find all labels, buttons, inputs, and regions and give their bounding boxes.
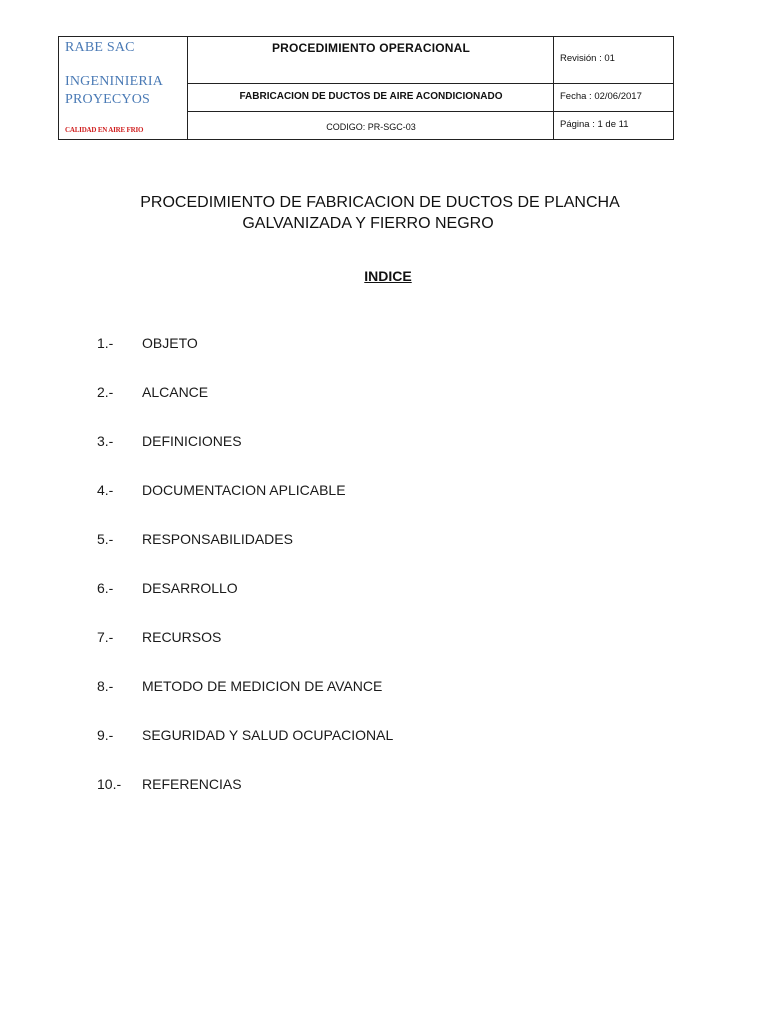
toc-label: METODO DE MEDICION DE AVANCE <box>142 678 383 694</box>
document-code: CODIGO: PR-SGC-03 <box>326 122 416 132</box>
toc-number: 5.- <box>97 531 114 547</box>
toc-label: RESPONSABILIDADES <box>142 531 293 547</box>
toc-number: 1.- <box>97 335 114 351</box>
toc-number: 3.- <box>97 433 114 449</box>
toc-label: DOCUMENTACION APLICABLE <box>142 482 346 498</box>
company-name: RABE SAC <box>65 40 135 55</box>
toc-number: 9.- <box>97 727 114 743</box>
toc-number: 10.- <box>97 776 122 792</box>
header-divider <box>553 37 554 139</box>
document-header-table <box>58 36 674 140</box>
toc-label: DESARROLLO <box>142 580 238 596</box>
header-divider <box>187 37 188 139</box>
document-title-line-2: GALVANIZADA Y FIERRO NEGRO <box>242 215 494 232</box>
toc-number: 4.- <box>97 482 114 498</box>
company-line-2: INGENINIERIA <box>65 74 164 89</box>
document-title-line-1: PROCEDIMIENTO DE FABRICACION DE DUCTOS DE PLANCHA <box>140 194 620 211</box>
toc-number: 8.- <box>97 678 114 694</box>
toc-label: ALCANCE <box>142 384 209 400</box>
toc-label: RECURSOS <box>142 629 222 645</box>
toc-number: 6.- <box>97 580 114 596</box>
revision-number: Revisión : 01 <box>560 53 615 64</box>
toc-label: OBJETO <box>142 335 198 351</box>
page-number: Página : 1 de 11 <box>560 119 629 130</box>
toc-label: SEGURIDAD Y SALUD OCUPACIONAL <box>142 727 394 743</box>
company-tagline: CALIDAD EN AIRE FRIO <box>65 126 144 134</box>
header-divider <box>187 111 673 112</box>
toc-label: REFERENCIAS <box>142 776 242 792</box>
procedure-subject: FABRICACION DE DUCTOS DE AIRE ACONDICIONADO <box>239 91 503 102</box>
company-line-3: PROYECYOS <box>65 92 151 107</box>
index-heading: INDICE <box>364 268 412 284</box>
toc-number: 7.- <box>97 629 114 645</box>
toc-label: DEFINICIONES <box>142 433 242 449</box>
procedure-type-title: PROCEDIMIENTO OPERACIONAL <box>271 41 471 55</box>
toc-number: 2.- <box>97 384 114 400</box>
header-divider <box>187 83 673 84</box>
document-date: Fecha : 02/06/2017 <box>560 91 642 102</box>
